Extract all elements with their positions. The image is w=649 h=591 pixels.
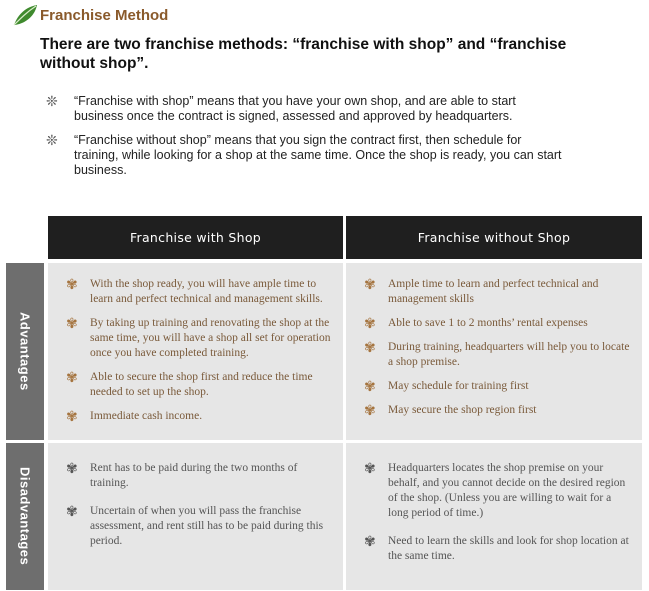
list-item	[66, 316, 331, 361]
row-label-disadvantages: Disadvantages	[17, 467, 33, 566]
notes-list	[46, 94, 566, 187]
item-text: With the shop ready, you will have ample time to learn and perfect technical and management skills.	[90, 278, 323, 305]
list-item	[66, 409, 331, 424]
flower-icon: ✾	[66, 369, 78, 385]
cell-disadvantages-without-shop	[346, 443, 642, 590]
flower-icon: ✾	[364, 460, 376, 476]
asterisk-flower-icon: ❊	[46, 132, 58, 148]
item-text: Ample time to learn and perfect technical and management skills	[388, 278, 599, 305]
item-text: Uncertain of when you will pass the franchise assessment, and rent still has to be paid during this period.	[90, 505, 324, 547]
row-label-advantages: Advantages	[17, 312, 33, 391]
item-text: During training, headquarters will help you to locate a shop premise.	[388, 341, 630, 368]
row-header-advantages	[6, 263, 44, 440]
flower-icon: ✾	[66, 408, 78, 424]
cell-advantages-without-shop	[346, 263, 642, 440]
list-item	[66, 504, 331, 549]
item-text: Headquarters locates the shop premise on your behalf, and you cannot decide on the desired region of the shop. (Unless you are willing to wait for a long period of time.)	[388, 462, 626, 519]
leaf-icon	[12, 4, 38, 26]
list-item	[364, 316, 630, 331]
flower-icon: ✾	[66, 276, 78, 292]
asterisk-flower-icon: ❊	[46, 93, 58, 109]
row-header-disadvantages	[6, 443, 44, 590]
list-item	[66, 370, 331, 400]
note-text: “Franchise with shop” means that you have your own shop, and are able to start business once the contract is signed, assessed and approved by headquarters.	[74, 94, 516, 123]
item-text: By taking up training and renovating the shop at the same time, you will have a shop all set for operation once you have completed training.	[90, 317, 331, 359]
list-item	[364, 379, 630, 394]
flower-icon: ✾	[66, 315, 78, 331]
flower-icon: ✾	[66, 460, 78, 476]
note-item	[46, 133, 566, 178]
item-text: Able to secure the shop first and reduce the time needed to set up the shop.	[90, 371, 313, 398]
flower-icon: ✾	[364, 402, 376, 418]
item-text: Rent has to be paid during the two months of training.	[90, 462, 298, 489]
cell-advantages-with-shop	[48, 263, 343, 440]
list-item	[364, 340, 630, 370]
item-text: May secure the shop region first	[388, 404, 537, 416]
intro-heading: There are two franchise methods: “franchise with shop” and “franchise without shop”.	[40, 36, 567, 72]
list-item	[364, 461, 630, 521]
list-item	[364, 534, 630, 564]
flower-icon: ✾	[364, 315, 376, 331]
note-item	[46, 94, 566, 124]
list-item	[66, 277, 331, 307]
list-item	[364, 403, 630, 418]
flower-icon: ✾	[364, 339, 376, 355]
cell-disadvantages-with-shop	[48, 443, 343, 590]
column-header-with-shop: Franchise with Shop	[48, 216, 343, 259]
flower-icon: ✾	[364, 533, 376, 549]
item-text: Need to learn the skills and look for shop location at the same time.	[388, 535, 629, 562]
list-item	[364, 277, 630, 307]
flower-icon: ✾	[66, 503, 78, 519]
column-header-without-shop: Franchise without Shop	[346, 216, 642, 259]
item-text: Able to save 1 to 2 months’ rental expenses	[388, 317, 588, 329]
item-text: Immediate cash income.	[90, 410, 203, 422]
flower-icon: ✾	[364, 378, 376, 394]
list-item	[66, 461, 331, 491]
note-text: “Franchise without shop” means that you sign the contract first, then schedule for training, while looking for a shop at the same time. Once the shop is ready, you can start business.	[74, 133, 562, 177]
flower-icon: ✾	[364, 276, 376, 292]
title-row	[12, 4, 168, 26]
item-text: May schedule for training first	[388, 380, 529, 392]
page-title: Franchise Method	[40, 6, 169, 24]
